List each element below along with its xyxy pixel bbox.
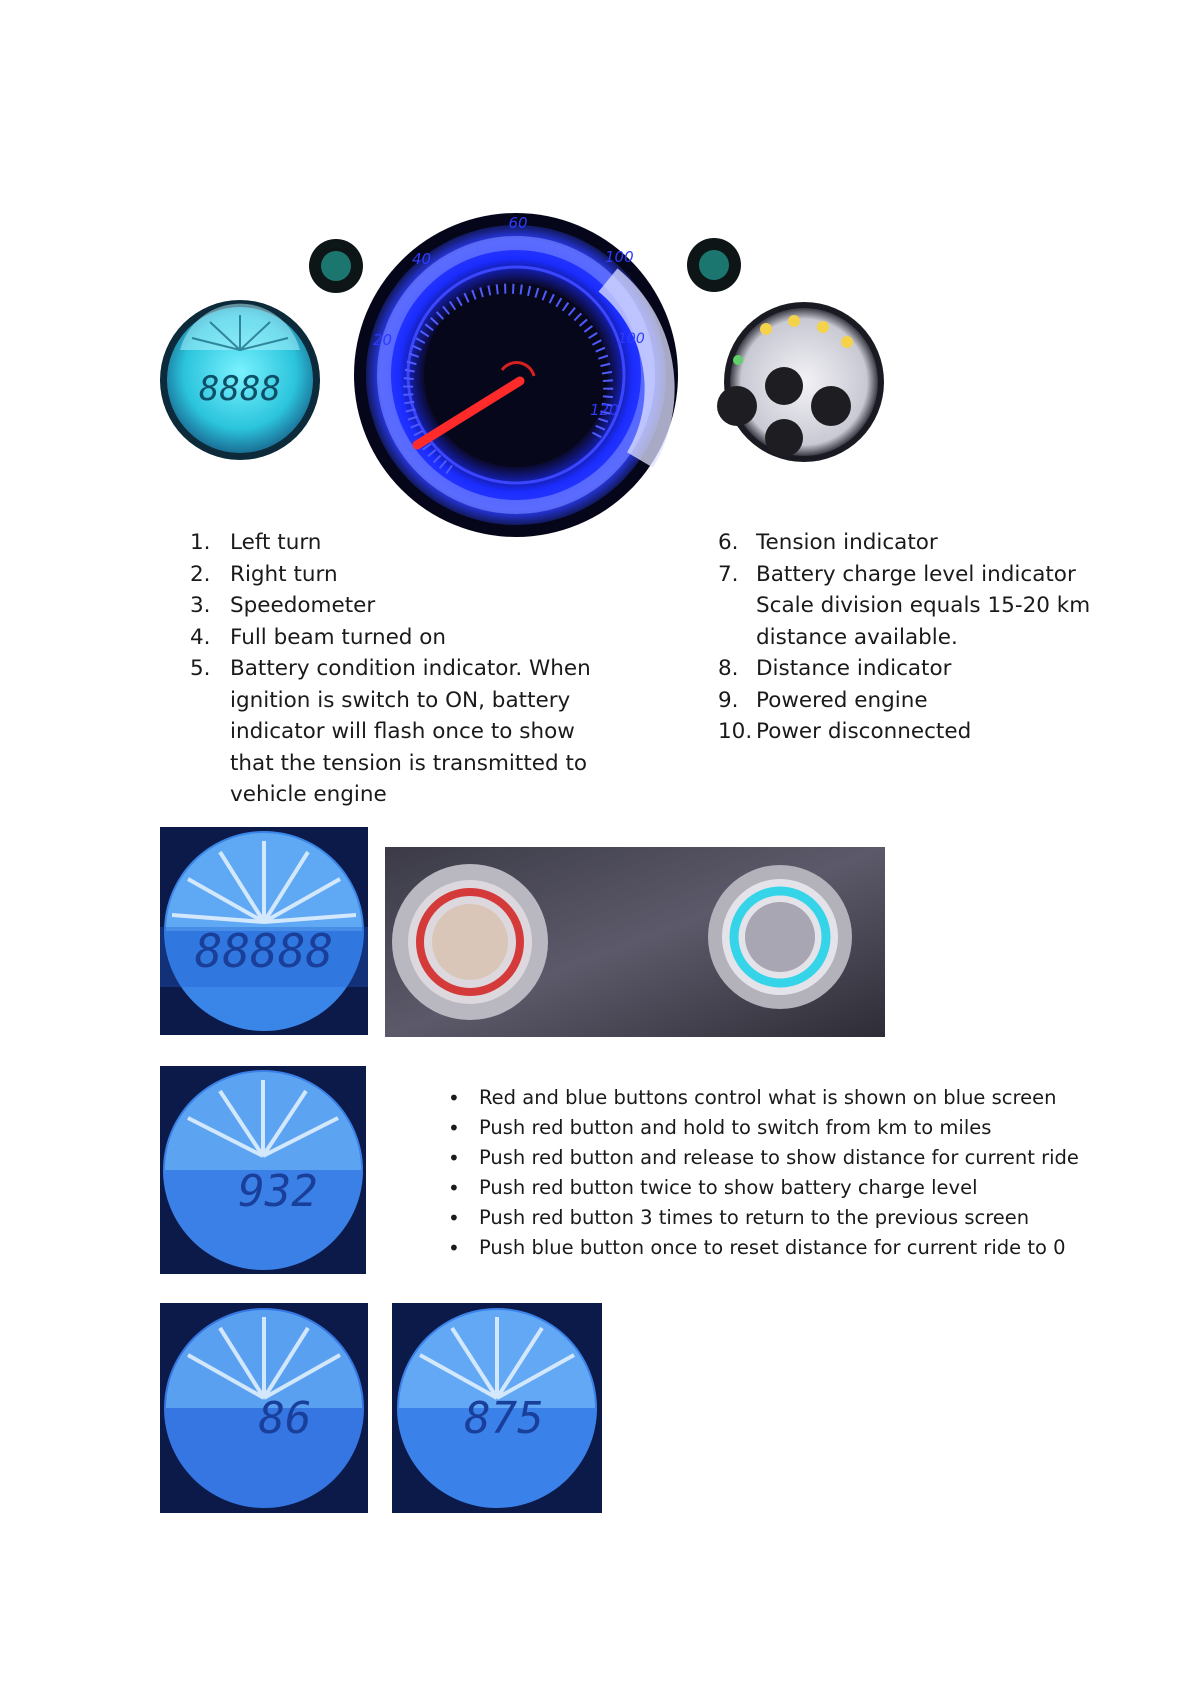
list-item: • Red and blue buttons control what is shown on blue screen — [448, 1086, 1057, 1110]
list-item: • Push blue button once to reset distance for current ride to 0 — [448, 1236, 1066, 1260]
svg-text:60: 60 — [508, 214, 528, 232]
list-item: 10. Power disconnected — [718, 719, 972, 744]
blue-screen-photo-1 — [160, 827, 368, 1035]
red-button — [392, 864, 548, 1020]
legend-list-left — [190, 527, 610, 811]
dashboard-photo — [150, 200, 930, 540]
list-item: • Push red button twice to show battery charge level — [448, 1176, 978, 1200]
blue-button — [708, 865, 852, 1009]
button-instructions-list — [440, 1083, 1090, 1263]
svg-text:20: 20 — [373, 331, 393, 349]
list-item: • Push red button and release to show distance for current ride — [448, 1146, 1079, 1170]
blue-screen-photo-3 — [160, 1303, 368, 1513]
list-item: 4. Full beam turned on — [190, 624, 447, 650]
svg-text:100: 100 — [605, 248, 634, 266]
list-item: 1. Left turn — [190, 530, 322, 555]
list-item: 3. Speedometer — [190, 593, 376, 618]
legend-list-right — [718, 527, 1098, 748]
blue-screen-photo-4 — [392, 1303, 602, 1513]
blue-screen-photo-2 — [160, 1066, 366, 1274]
list-item: 6. Tension indicator — [718, 530, 938, 555]
list-item: 9. Powered engine — [718, 687, 928, 713]
powered-engine-light — [811, 386, 851, 426]
list-item: • Push red button and hold to switch from km to miles — [448, 1116, 992, 1140]
list-item: 5. Battery condition indicator. When ignition is switch to ON, battery indicator will flash once to show that the tension is transmitted to vehicle engine — [190, 656, 591, 807]
list-item: 8. Distance indicator — [718, 656, 952, 681]
screen-digits: 86 — [258, 1393, 312, 1444]
list-item: 7. Battery charge level indicator Scale division equals 15-20 km distance available. — [718, 561, 1091, 650]
lcd-gauge — [160, 300, 320, 460]
svg-text:120: 120 — [590, 401, 619, 419]
screen-digits: 88888 — [194, 924, 334, 978]
list-item: • Push red button 3 times to return to the previous screen — [448, 1206, 1030, 1230]
lcd-digits: 8888 — [199, 369, 281, 409]
power-disconnected-light — [765, 419, 803, 457]
screen-digits: 875 — [464, 1393, 544, 1444]
speedometer — [354, 213, 678, 537]
battery-indicator-light — [717, 386, 757, 426]
svg-text:40: 40 — [412, 250, 432, 268]
svg-text:100: 100 — [618, 331, 645, 347]
control-buttons-photo — [385, 847, 885, 1037]
indicator-cluster — [717, 302, 884, 462]
distance-indicator-light — [765, 367, 803, 405]
list-item: 2. Right turn — [190, 561, 338, 587]
screen-digits: 932 — [238, 1166, 318, 1217]
